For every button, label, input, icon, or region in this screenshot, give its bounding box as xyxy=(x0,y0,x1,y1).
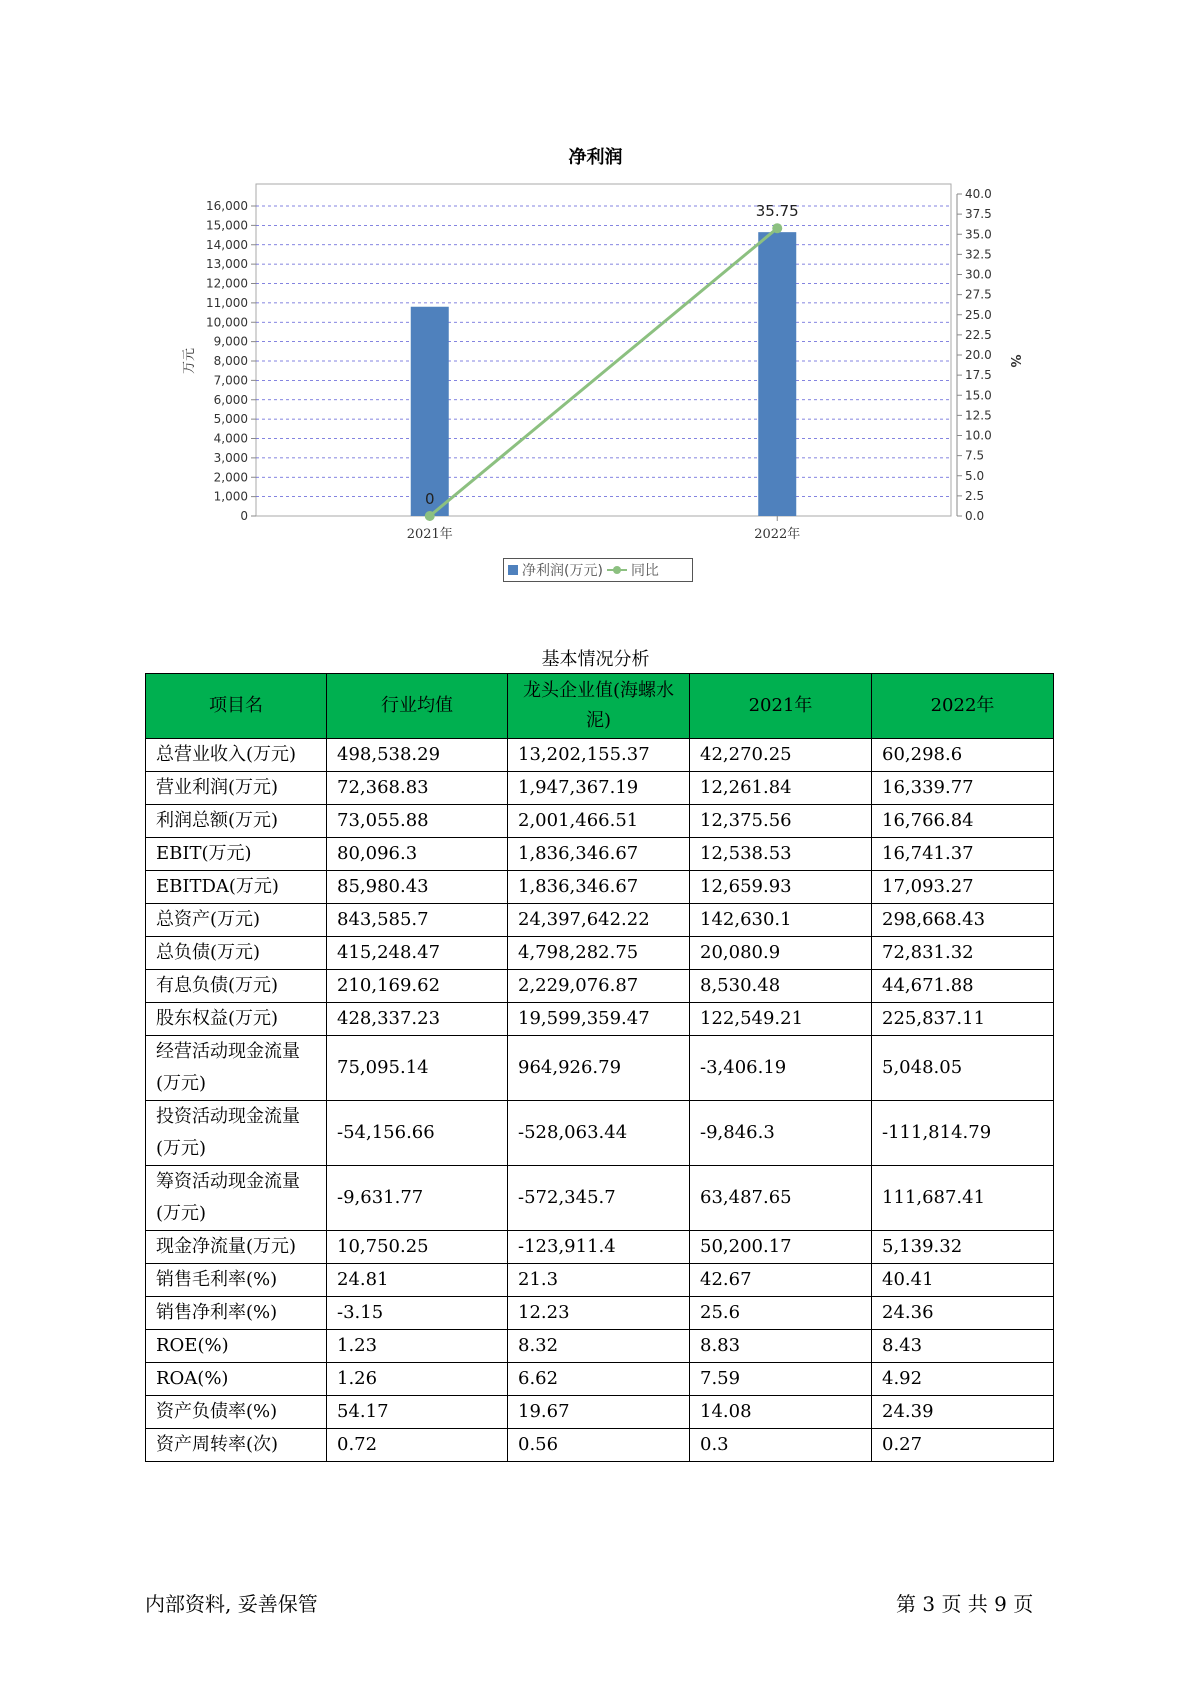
value-cell: 17,093.27 xyxy=(872,871,1054,904)
value-cell: 24.81 xyxy=(327,1264,508,1297)
chart-legend xyxy=(503,558,693,582)
left-tick-label: 16,000 xyxy=(206,199,248,213)
value-cell: 8.83 xyxy=(690,1330,872,1363)
right-tick-label: 30.0 xyxy=(965,267,992,282)
value-cell: 0.56 xyxy=(508,1429,690,1462)
table-row xyxy=(146,1003,1054,1036)
left-tick-label: 3,000 xyxy=(213,450,248,465)
value-cell: 2,229,076.87 xyxy=(508,970,690,1003)
net-profit-bar xyxy=(758,232,796,516)
header-cell: 项目名 xyxy=(146,674,327,739)
legend-bar-label: 净利润(万元) xyxy=(522,563,603,579)
value-cell: 72,368.83 xyxy=(327,772,508,805)
value-cell: -111,814.79 xyxy=(872,1101,1054,1166)
value-cell: -528,063.44 xyxy=(508,1101,690,1166)
row-label-cell: ROE(%) xyxy=(146,1330,327,1363)
value-cell: 964,926.79 xyxy=(508,1036,690,1101)
left-tick-label: 10,000 xyxy=(206,315,248,330)
row-label-cell: 总营业收入(万元) xyxy=(146,739,327,772)
value-cell: 1.26 xyxy=(327,1363,508,1396)
value-cell: -123,911.4 xyxy=(508,1231,690,1264)
right-tick-label: 15.0 xyxy=(965,388,992,403)
right-tick-label: 35.0 xyxy=(965,227,992,242)
yoy-data-label: 0 xyxy=(424,490,435,508)
legend-line-label: 同比 xyxy=(630,563,659,579)
value-cell: 20,080.9 xyxy=(690,937,872,970)
legend-bar-swatch xyxy=(508,565,518,575)
x-tick-label: 2021年 xyxy=(406,527,453,542)
row-label-cell: 利润总额(万元) xyxy=(146,805,327,838)
value-cell: 142,630.1 xyxy=(690,904,872,937)
table-row xyxy=(146,1101,1054,1166)
table-row xyxy=(146,772,1054,805)
value-cell: 0.72 xyxy=(327,1429,508,1462)
row-label-cell: 有息负债(万元) xyxy=(146,970,327,1003)
table-row xyxy=(146,1166,1054,1231)
left-tick-label: 4,000 xyxy=(213,431,248,446)
row-label-cell: 销售净利率(%) xyxy=(146,1297,327,1330)
value-cell: 44,671.88 xyxy=(872,970,1054,1003)
value-cell: 63,487.65 xyxy=(690,1166,872,1231)
footer-confidential: 内部资料, 妥善保管 xyxy=(145,1592,318,1616)
row-label-cell: ROA(%) xyxy=(146,1363,327,1396)
value-cell: 42,270.25 xyxy=(690,739,872,772)
value-cell: 25.6 xyxy=(690,1297,872,1330)
row-label-cell: 总负债(万元) xyxy=(146,937,327,970)
row-label-cell: 筹资活动现金流量(万元) xyxy=(146,1166,327,1231)
table-row xyxy=(146,904,1054,937)
value-cell: -9,631.77 xyxy=(327,1166,508,1231)
value-cell: 6.62 xyxy=(508,1363,690,1396)
row-label-cell: 资产周转率(次) xyxy=(146,1429,327,1462)
right-tick-label: 17.5 xyxy=(965,368,992,383)
table-row xyxy=(146,1396,1054,1429)
table-row xyxy=(146,838,1054,871)
value-cell: 24.39 xyxy=(872,1396,1054,1429)
right-tick-label: 22.5 xyxy=(965,327,992,342)
value-cell: 0.3 xyxy=(690,1429,872,1462)
yoy-data-label: 35.75 xyxy=(755,202,799,221)
row-label-cell: 营业利润(万元) xyxy=(146,772,327,805)
value-cell: 16,741.37 xyxy=(872,838,1054,871)
left-tick-label: 11,000 xyxy=(206,295,248,310)
basic-analysis-table xyxy=(145,673,1054,1462)
left-tick-label: 9,000 xyxy=(213,334,248,349)
left-tick-label: 7,000 xyxy=(213,373,248,388)
value-cell: 8.32 xyxy=(508,1330,690,1363)
value-cell: 50,200.17 xyxy=(690,1231,872,1264)
right-tick-label: 12.5 xyxy=(965,408,992,423)
net-profit-chart xyxy=(0,0,1191,560)
value-cell: 12,659.93 xyxy=(690,871,872,904)
table-row xyxy=(146,805,1054,838)
value-cell: 8.43 xyxy=(872,1330,1054,1363)
value-cell: 12,375.56 xyxy=(690,805,872,838)
value-cell: 75,095.14 xyxy=(327,1036,508,1101)
value-cell: 498,538.29 xyxy=(327,739,508,772)
legend-line-swatch xyxy=(607,565,627,575)
right-tick-label: 20.0 xyxy=(965,348,992,362)
value-cell: -572,345.7 xyxy=(508,1166,690,1231)
value-cell: -9,846.3 xyxy=(690,1101,872,1166)
left-tick-label: 12,000 xyxy=(206,276,248,291)
value-cell: 843,585.7 xyxy=(327,904,508,937)
table-caption: 基本情况分析 xyxy=(541,649,650,670)
right-tick-label: 7.5 xyxy=(965,448,985,463)
right-axis-title: % xyxy=(1007,354,1022,368)
value-cell: 1.23 xyxy=(327,1330,508,1363)
value-cell: 85,980.43 xyxy=(327,871,508,904)
value-cell: 2,001,466.51 xyxy=(508,805,690,838)
value-cell: 13,202,155.37 xyxy=(508,739,690,772)
value-cell: 24,397,642.22 xyxy=(508,904,690,937)
value-cell: 24.36 xyxy=(872,1297,1054,1330)
right-tick-label: 27.5 xyxy=(965,287,992,302)
left-tick-label: 14,000 xyxy=(206,237,248,252)
right-tick-label: 10.0 xyxy=(965,428,992,443)
chart-title: 净利润 xyxy=(568,147,623,168)
row-label-cell: 总资产(万元) xyxy=(146,904,327,937)
value-cell: 0.27 xyxy=(872,1429,1054,1462)
value-cell: 1,836,346.67 xyxy=(508,871,690,904)
left-tick-label: 2,000 xyxy=(213,470,248,485)
plot-frame xyxy=(256,184,951,516)
table-row xyxy=(146,1231,1054,1264)
table-row xyxy=(146,937,1054,970)
value-cell: 21.3 xyxy=(508,1264,690,1297)
value-cell: 12.23 xyxy=(508,1297,690,1330)
table-row xyxy=(146,1264,1054,1297)
table-row xyxy=(146,1036,1054,1101)
table-row xyxy=(146,1330,1054,1363)
value-cell: 54.17 xyxy=(327,1396,508,1429)
header-cell: 2021年 xyxy=(690,674,872,739)
footer-page-number: 第 3 页 共 9 页 xyxy=(896,1592,1034,1616)
value-cell: 7.59 xyxy=(690,1363,872,1396)
value-cell: 73,055.88 xyxy=(327,805,508,838)
value-cell: 80,096.3 xyxy=(327,838,508,871)
table-row xyxy=(146,970,1054,1003)
value-cell: 72,831.32 xyxy=(872,937,1054,970)
value-cell: 1,836,346.67 xyxy=(508,838,690,871)
left-tick-label: 8,000 xyxy=(213,354,248,368)
value-cell: -3.15 xyxy=(327,1297,508,1330)
value-cell: -54,156.66 xyxy=(327,1101,508,1166)
row-label-cell: 销售毛利率(%) xyxy=(146,1264,327,1297)
yoy-point xyxy=(425,511,435,521)
left-tick-label: 0 xyxy=(240,509,248,523)
right-tick-label: 5.0 xyxy=(965,468,985,483)
left-tick-label: 15,000 xyxy=(206,218,248,233)
row-label-cell: 资产负债率(%) xyxy=(146,1396,327,1429)
value-cell: 19,599,359.47 xyxy=(508,1003,690,1036)
value-cell: 42.67 xyxy=(690,1264,872,1297)
row-label-cell: EBIT(万元) xyxy=(146,838,327,871)
yoy-point xyxy=(772,223,782,233)
net-profit-bar xyxy=(411,307,449,516)
value-cell: 1,947,367.19 xyxy=(508,772,690,805)
row-label-cell: EBITDA(万元) xyxy=(146,871,327,904)
right-tick-label: 37.5 xyxy=(965,207,992,222)
right-tick-label: 32.5 xyxy=(965,247,992,262)
table-header-row xyxy=(146,674,1054,739)
value-cell: 4.92 xyxy=(872,1363,1054,1396)
table-row xyxy=(146,1363,1054,1396)
value-cell: 8,530.48 xyxy=(690,970,872,1003)
value-cell: 225,837.11 xyxy=(872,1003,1054,1036)
value-cell: 298,668.43 xyxy=(872,904,1054,937)
value-cell: 10,750.25 xyxy=(327,1231,508,1264)
value-cell: 12,538.53 xyxy=(690,838,872,871)
value-cell: 210,169.62 xyxy=(327,970,508,1003)
value-cell: 111,687.41 xyxy=(872,1166,1054,1231)
header-cell: 行业均值 xyxy=(327,674,508,739)
value-cell: 428,337.23 xyxy=(327,1003,508,1036)
value-cell: 4,798,282.75 xyxy=(508,937,690,970)
header-cell: 龙头企业值(海螺水泥) xyxy=(508,674,690,739)
left-tick-label: 5,000 xyxy=(213,412,248,427)
yoy-line xyxy=(430,228,778,516)
header-cell: 2022年 xyxy=(872,674,1054,739)
value-cell: 16,766.84 xyxy=(872,805,1054,838)
value-cell: 5,048.05 xyxy=(872,1036,1054,1101)
row-label-cell: 投资活动现金流量(万元) xyxy=(146,1101,327,1166)
value-cell: 19.67 xyxy=(508,1396,690,1429)
right-tick-label: 40.0 xyxy=(965,187,992,201)
value-cell: -3,406.19 xyxy=(690,1036,872,1101)
value-cell: 415,248.47 xyxy=(327,937,508,970)
value-cell: 14.08 xyxy=(690,1396,872,1429)
right-tick-label: 0.0 xyxy=(965,509,985,523)
row-label-cell: 经营活动现金流量(万元) xyxy=(146,1036,327,1101)
left-tick-label: 1,000 xyxy=(213,489,248,504)
value-cell: 5,139.32 xyxy=(872,1231,1054,1264)
right-tick-label: 25.0 xyxy=(965,307,992,322)
value-cell: 12,261.84 xyxy=(690,772,872,805)
row-label-cell: 股东权益(万元) xyxy=(146,1003,327,1036)
value-cell: 122,549.21 xyxy=(690,1003,872,1036)
right-tick-label: 2.5 xyxy=(965,488,985,503)
table-row xyxy=(146,1297,1054,1330)
left-tick-label: 13,000 xyxy=(206,257,248,272)
x-tick-label: 2022年 xyxy=(754,527,801,542)
value-cell: 60,298.6 xyxy=(872,739,1054,772)
left-tick-label: 6,000 xyxy=(213,392,248,407)
table-row xyxy=(146,739,1054,772)
left-axis-title: 万元 xyxy=(182,347,197,375)
value-cell: 40.41 xyxy=(872,1264,1054,1297)
row-label-cell: 现金净流量(万元) xyxy=(146,1231,327,1264)
table-row xyxy=(146,1429,1054,1462)
table-row xyxy=(146,871,1054,904)
value-cell: 16,339.77 xyxy=(872,772,1054,805)
